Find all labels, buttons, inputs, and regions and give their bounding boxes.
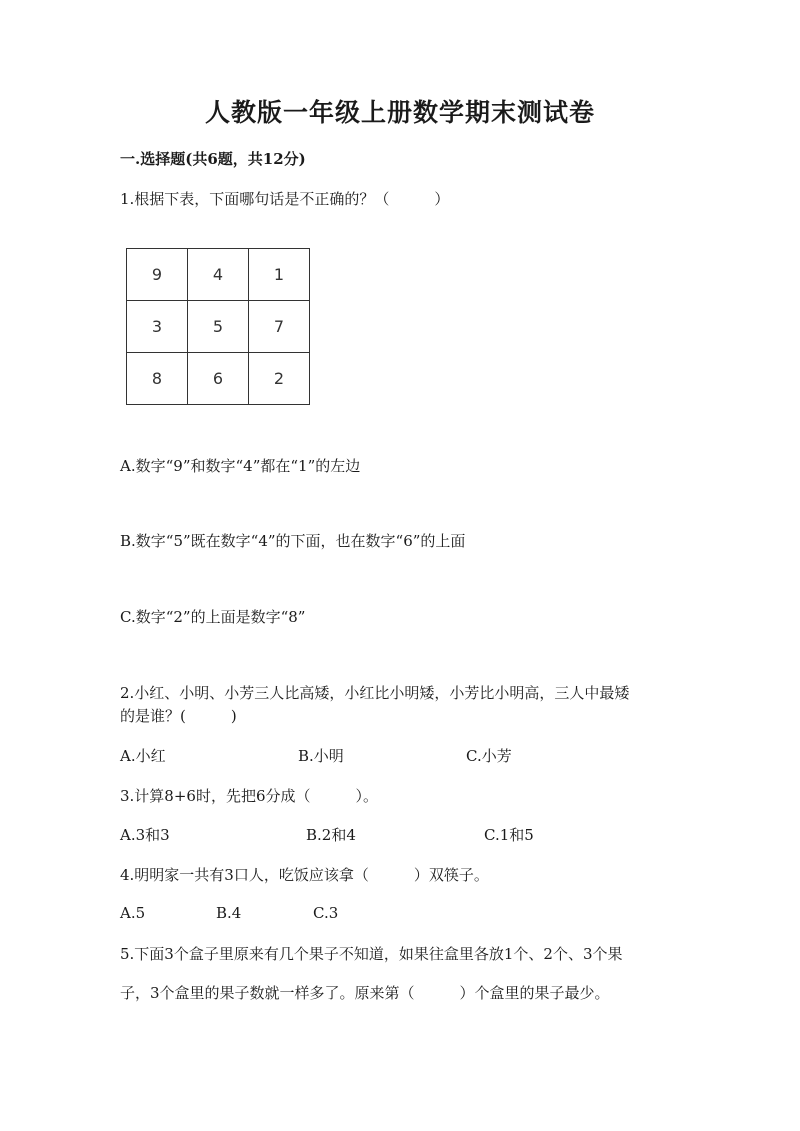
question-1-option-b: B.数字“5”既在数字“4”的下面，也在数字“6”的上面: [120, 532, 466, 550]
question-3-stem: 3.计算8+6时，先把6分成（ ）。: [120, 787, 379, 805]
question-4-stem: 4.明明家一共有3口人，吃饭应该拿（ ）双筷子。: [120, 866, 489, 884]
grid-row: [127, 353, 310, 405]
question-4-option-a: A.5: [120, 904, 146, 922]
grid-cell: 9: [127, 249, 188, 301]
question-3-option-a: A.3和3: [120, 826, 170, 844]
grid-cell: 8: [127, 353, 188, 405]
grid-cell: 3: [127, 301, 188, 353]
question-4-option-c: C.3: [313, 904, 339, 922]
question-2-option-a: A.小红: [120, 747, 166, 765]
question-5-stem-line-1: 5.下面3个盒子里原来有几个果子不知道，如果往盒里各放1个、2个、3个果: [120, 945, 623, 963]
grid-cell: 7: [249, 301, 310, 353]
number-grid: [126, 248, 310, 405]
grid-cell: 4: [188, 249, 249, 301]
section-heading: 一.选择题(共6题，共12分): [120, 150, 306, 168]
question-1-option-c: C.数字“2”的上面是数字“8”: [120, 608, 306, 626]
question-3-option-c: C.1和5: [484, 826, 534, 844]
question-2-stem-line-2: 的是谁？( ): [120, 707, 237, 725]
page-title: 人教版一年级上册数学期末测试卷: [204, 98, 595, 127]
grid-row: [127, 301, 310, 353]
question-5-stem-line-2: 子，3个盒里的果子数就一样多了。原来第（ ）个盒里的果子最少。: [120, 984, 610, 1002]
question-2-stem-line-1: 2.小红、小明、小芳三人比高矮，小红比小明矮，小芳比小明高，三人中最矮: [120, 684, 630, 702]
question-2-option-c: C.小芳: [466, 747, 512, 765]
question-2-option-b: B.小明: [298, 747, 344, 765]
grid-row: [127, 249, 310, 301]
grid-cell: 6: [188, 353, 249, 405]
grid-cell: 2: [249, 353, 310, 405]
question-4-option-b: B.4: [216, 904, 242, 922]
grid-cell: 5: [188, 301, 249, 353]
question-3-option-b: B.2和4: [306, 826, 356, 844]
question-1-stem: 1.根据下表，下面哪句话是不正确的？（ ）: [120, 190, 450, 208]
grid-cell: 1: [249, 249, 310, 301]
question-1-option-a: A.数字“9”和数字“4”都在“1”的左边: [120, 457, 361, 475]
